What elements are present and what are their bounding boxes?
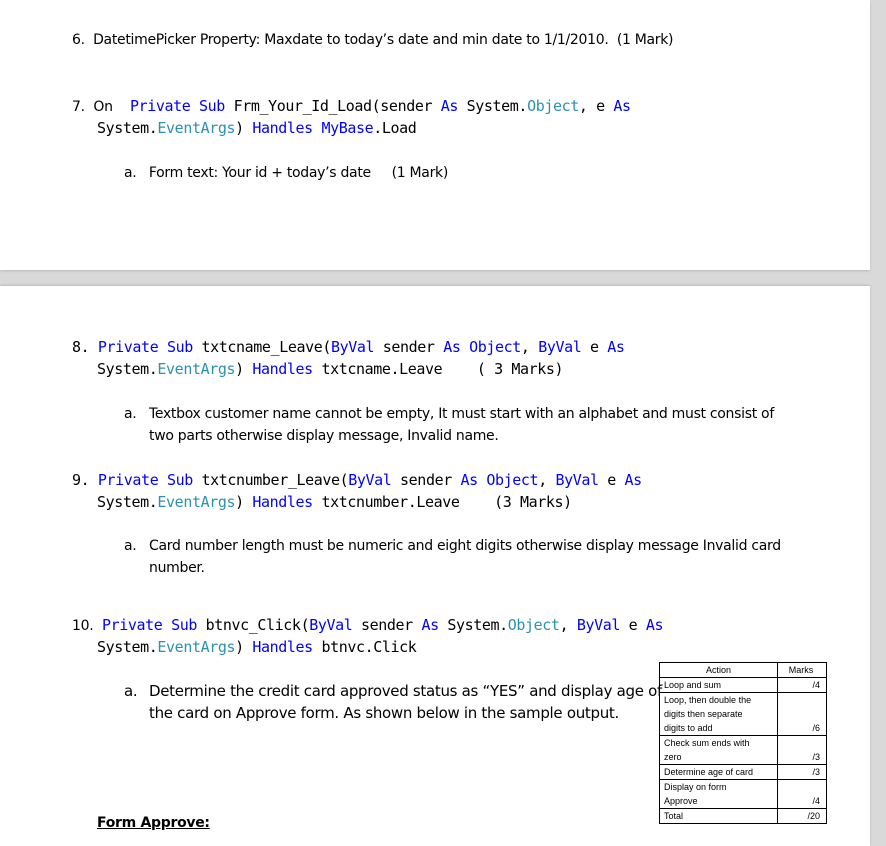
sub-item-marks: (1 Mark) (391, 165, 448, 181)
code-keyword: As (440, 97, 458, 115)
marks-row-action (660, 736, 778, 765)
code-keyword: ByVal (538, 338, 582, 356)
form-approve-heading: Form Approve: (97, 815, 210, 831)
code-keyword: As (421, 616, 439, 634)
code-text: sender (361, 616, 413, 634)
marks-row-action-line: Determine age of card (664, 767, 754, 777)
question-9-line-1 (72, 469, 642, 491)
sub-item-label: a. (124, 682, 138, 700)
code-text: txtcnumber.Leave (321, 493, 460, 511)
question-6 (72, 29, 673, 51)
code-method-name: btnvc_Click( (205, 616, 310, 634)
question-10-sub-a (124, 680, 137, 702)
code-keyword: Sub (166, 471, 193, 489)
code-text: e (590, 338, 599, 356)
question-6-text: DatetimePicker Property: Maxdate to today’s date and min date to 1/1/2010. (93, 32, 609, 48)
question-9-sub-a (124, 535, 136, 557)
marks-row-value: /3 (778, 736, 827, 765)
sub-item-text-line: Determine the credit card approved status as “YES” and display age of (149, 682, 662, 700)
code-text: e (628, 616, 638, 634)
code-keyword: As (624, 471, 642, 489)
sub-item-label: a. (124, 165, 137, 181)
code-keyword: As (460, 471, 478, 489)
sub-item-text-line: Card number length must be numeric and eight digits otherwise display message Invalid card (149, 538, 781, 554)
code-keyword: As (443, 338, 461, 356)
code-text: System. (466, 97, 528, 115)
question-10-line-1 (72, 614, 663, 637)
code-keyword: ByVal (309, 616, 353, 634)
marks-row-value: /20 (778, 809, 827, 824)
code-keyword: Sub (199, 97, 225, 115)
sub-item-text-line: number. (149, 560, 205, 576)
marks-row-action (660, 678, 778, 693)
code-method-name: txtcname_Leave( (201, 338, 331, 356)
code-keyword: Handles (252, 360, 313, 378)
marks-row-value: /4 (778, 678, 827, 693)
code-text: System. (97, 493, 158, 511)
marks-table-row (660, 809, 827, 824)
sub-item-label: a. (124, 538, 137, 554)
sub-item-text-line: Textbox customer name cannot be empty, It must start with an alphabet and must consist of (149, 406, 774, 422)
code-text: , (538, 471, 547, 489)
question-9-marks: (3 Marks) (494, 493, 572, 511)
code-text: .Load (373, 119, 417, 137)
question-7-sub-a (124, 162, 448, 184)
question-8-marks: ( 3 Marks) (476, 360, 564, 378)
question-7-line-2 (97, 117, 416, 139)
marks-row-action-line: Display on form (664, 782, 727, 792)
marks-row-action (660, 809, 778, 824)
code-keyword: Sub (166, 338, 193, 356)
code-text: System. (447, 616, 508, 634)
code-keyword: Handles (252, 119, 313, 137)
question-8-line-1 (72, 336, 625, 358)
marks-row-action-line: digits then separate (664, 709, 743, 719)
marks-table-row (660, 678, 827, 693)
code-keyword: Object (486, 471, 539, 489)
code-text: ) (235, 360, 244, 378)
code-text: sender (400, 471, 452, 489)
question-7-number: 7. (72, 99, 85, 115)
marks-table-row (660, 780, 827, 809)
code-keyword: Private (129, 97, 191, 115)
marks-row-value: /3 (778, 765, 827, 780)
marks-table-header (660, 663, 827, 678)
code-keyword: MyBase (321, 119, 374, 137)
question-8-sub-a-text (149, 403, 774, 447)
code-keyword: As (645, 616, 664, 634)
code-keyword: Private (97, 471, 159, 489)
question-9-line-2 (97, 491, 572, 513)
code-keyword: Object (469, 338, 521, 356)
code-text: ) (235, 638, 244, 656)
question-8-sub-a (124, 403, 136, 425)
code-text: System. (97, 119, 158, 137)
marks-row-action-line: zero (664, 752, 682, 762)
question-10-number: 10. (72, 618, 94, 634)
code-type: EventArgs (157, 638, 236, 656)
code-text: System. (97, 638, 158, 656)
question-9-number: 9. (72, 471, 90, 489)
question-10-line-2 (97, 636, 416, 658)
code-keyword: ByVal (330, 338, 375, 356)
question-10-sub-a-text (149, 680, 662, 724)
code-text: ) (235, 493, 244, 511)
code-keyword: Sub (171, 616, 197, 634)
code-text: e (607, 471, 616, 489)
code-text: , e (578, 97, 605, 115)
code-keyword: Handles (252, 493, 313, 511)
code-text: System. (97, 360, 158, 378)
question-8-number: 8. (72, 338, 90, 356)
marks-table (659, 662, 827, 824)
marks-row-action (660, 780, 778, 809)
marks-row-action (660, 765, 778, 780)
document-page-1 (0, 0, 870, 270)
code-keyword: ByVal (576, 616, 620, 634)
code-type: EventArgs (157, 119, 236, 137)
sub-item-text: Form text: Your id + today’s date (148, 165, 371, 181)
marks-row-action-line: digits to add (664, 723, 713, 733)
question-6-number: 6. (72, 32, 85, 48)
sub-item-text-line: two parts otherwise display message, Invalid name. (149, 428, 499, 444)
question-7-line-1 (72, 95, 631, 118)
marks-table-row (660, 736, 827, 765)
code-type: EventArgs (157, 493, 236, 511)
marks-row-action-line: Approve (664, 796, 698, 806)
code-method-name: Frm_Your_Id_Load(sender (233, 97, 433, 115)
code-type: EventArgs (157, 360, 236, 378)
code-text: btnvc.Click (321, 638, 417, 656)
marks-table-row (660, 765, 827, 780)
question-6-marks: (1 Mark) (616, 32, 674, 48)
code-text: , (559, 616, 569, 634)
code-text: sender (382, 338, 435, 356)
code-keyword: Private (97, 338, 159, 356)
sub-item-text-line: the card on Approve form. As shown below in the sample output. (149, 704, 619, 722)
code-text: txtcname.Leave (321, 360, 443, 378)
code-keyword: Handles (252, 638, 313, 656)
code-keyword: As (613, 97, 631, 115)
marks-row-value: /4 (778, 780, 827, 809)
code-keyword: As (607, 338, 625, 356)
code-text: , (520, 338, 530, 356)
code-keyword: ByVal (348, 471, 392, 489)
marks-row-action-line: Loop, then double the (664, 695, 752, 705)
question-9-sub-a-text (149, 535, 781, 579)
question-7-on: On (93, 99, 113, 115)
code-keyword: ByVal (555, 471, 599, 489)
code-text: ) (235, 119, 244, 137)
sub-item-label: a. (124, 406, 137, 422)
marks-row-action-line: Total (664, 811, 684, 821)
code-type: Object (507, 616, 560, 634)
marks-row-action-line: Loop and sum (664, 680, 722, 690)
marks-row-action-line: Check sum ends with (664, 738, 750, 748)
marks-row-value: /6 (778, 693, 827, 736)
header-action: Action (660, 663, 778, 678)
marks-row-action (660, 693, 778, 736)
question-8-line-2 (97, 358, 563, 380)
code-type: Object (527, 97, 579, 115)
marks-table-row (660, 693, 827, 736)
code-method-name: txtcnumber_Leave( (201, 471, 349, 489)
header-marks: Marks (778, 663, 827, 678)
code-keyword: Private (102, 616, 163, 634)
